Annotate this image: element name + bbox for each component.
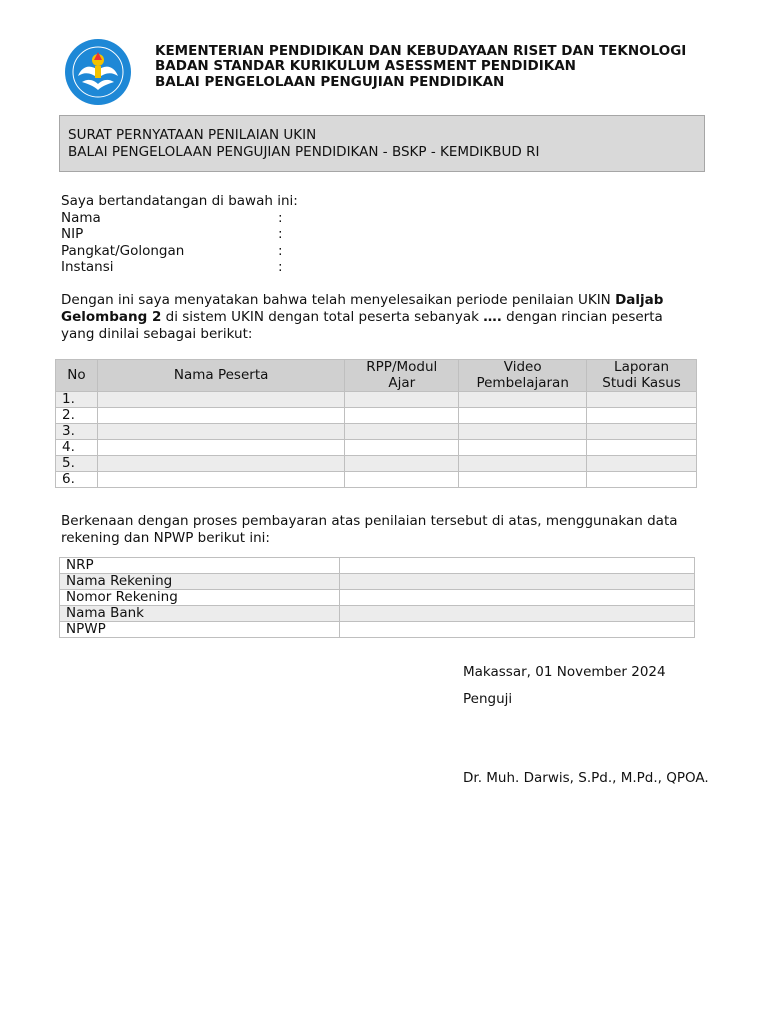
row-number: 1. <box>56 392 98 408</box>
cell-nama <box>97 424 344 440</box>
cell-nama <box>97 472 344 488</box>
field-label-pangkat: Pangkat/Golongan <box>61 243 185 259</box>
bank-table <box>59 557 695 638</box>
table-row <box>60 558 695 574</box>
cell-laporan <box>587 456 697 472</box>
col-header-no: No <box>56 360 98 392</box>
signature-role: Penguji <box>463 691 513 707</box>
table-row <box>56 424 697 440</box>
cell-laporan <box>587 472 697 488</box>
bank-label-npwp: NPWP <box>60 622 340 638</box>
table-row <box>56 408 697 424</box>
row-number: 3. <box>56 424 98 440</box>
statement-bold-dots: …. <box>483 309 502 325</box>
row-number: 6. <box>56 472 98 488</box>
bank-value-nomor-rekening <box>340 590 695 606</box>
col-header-rpp-line2: Ajar <box>388 374 416 391</box>
cell-video <box>459 440 587 456</box>
cell-rpp <box>345 472 459 488</box>
table-row <box>56 472 697 488</box>
col-header-rpp-line1: RPP/Modul <box>366 359 438 375</box>
col-header-video <box>459 360 587 392</box>
field-colon-nama: : <box>278 210 283 226</box>
table-row <box>56 392 697 408</box>
cell-video <box>459 408 587 424</box>
peserta-table <box>55 359 697 488</box>
cell-rpp <box>345 456 459 472</box>
cell-laporan <box>587 408 697 424</box>
table-row <box>60 606 695 622</box>
signature-place-date: Makassar, 01 November 2024 <box>463 664 666 680</box>
table-row <box>56 456 697 472</box>
payment-line-1: Berkenaan dengan proses pembayaran atas penilaian tersebut di atas, menggunakan data <box>61 513 678 529</box>
row-number: 5. <box>56 456 98 472</box>
bank-label-nama-bank: Nama Bank <box>60 606 340 622</box>
intro-text: Saya bertandatangan di bawah ini: <box>61 193 298 209</box>
cell-laporan <box>587 392 697 408</box>
cell-video <box>459 456 587 472</box>
row-number: 2. <box>56 408 98 424</box>
field-colon-instansi: : <box>278 259 283 275</box>
field-label-nip: NIP <box>61 226 84 242</box>
col-header-rpp <box>345 360 459 392</box>
statement-line-1 <box>61 292 663 309</box>
signature-name: Dr. Muh. Darwis, S.Pd., M.Pd., QPOA. <box>463 770 709 786</box>
col-header-laporan-line1: Laporan <box>614 359 670 375</box>
header-ministry: KEMENTERIAN PENDIDIKAN DAN KEBUDAYAAN RISET DAN TEKNOLOGI <box>155 43 687 59</box>
bank-value-nrp <box>340 558 695 574</box>
bank-label-nama-rekening: Nama Rekening <box>60 574 340 590</box>
cell-video <box>459 424 587 440</box>
statement-text-3: dengan rincian peserta <box>501 309 663 325</box>
statement-bold-daljab: Daljab <box>615 292 664 308</box>
payment-line-2: rekening dan NPWP berikut ini: <box>61 530 270 546</box>
field-label-instansi: Instansi <box>61 259 114 275</box>
col-header-laporan-line2: Studi Kasus <box>602 374 681 391</box>
cell-nama <box>97 408 344 424</box>
cell-nama <box>97 440 344 456</box>
field-label-nama: Nama <box>61 210 101 226</box>
bank-label-nrp: NRP <box>60 558 340 574</box>
row-number: 4. <box>56 440 98 456</box>
cell-nama <box>97 392 344 408</box>
title-box <box>59 115 705 172</box>
bank-value-nama-bank <box>340 606 695 622</box>
table-row <box>60 590 695 606</box>
header-agency: BADAN STANDAR KURIKULUM ASESSMENT PENDIDIKAN <box>155 58 576 74</box>
col-header-laporan <box>587 360 697 392</box>
table-row <box>56 440 697 456</box>
field-colon-pangkat: : <box>278 243 283 259</box>
col-header-nama-peserta: Nama Peserta <box>97 360 344 392</box>
statement-text-2: di sistem UKIN dengan total peserta sebanyak <box>161 309 484 325</box>
statement-bold-gelombang: Gelombang 2 <box>61 309 162 325</box>
col-header-video-line1: Video <box>503 359 542 375</box>
col-header-video-line2: Pembelajaran <box>476 374 569 391</box>
cell-video <box>459 392 587 408</box>
cell-rpp <box>345 440 459 456</box>
cell-rpp <box>345 408 459 424</box>
field-colon-nip: : <box>278 226 283 242</box>
statement-line-2 <box>61 309 663 326</box>
cell-laporan <box>587 424 697 440</box>
statement-text-1: Dengan ini saya menyatakan bahwa telah menyelesaikan periode penilaian UKIN <box>61 292 616 308</box>
cell-rpp <box>345 424 459 440</box>
peserta-table-header <box>56 360 697 392</box>
table-row <box>60 622 695 638</box>
cell-nama <box>97 456 344 472</box>
cell-video <box>459 472 587 488</box>
bank-value-npwp <box>340 622 695 638</box>
header-office: BALAI PENGELOLAAN PENGUJIAN PENDIDIKAN <box>155 74 505 90</box>
cell-rpp <box>345 392 459 408</box>
cell-laporan <box>587 440 697 456</box>
table-row <box>60 574 695 590</box>
bank-label-nomor-rekening: Nomor Rekening <box>60 590 340 606</box>
tut-wuri-handayani-logo <box>64 38 132 106</box>
title-line-2: BALAI PENGELOLAAN PENGUJIAN PENDIDIKAN - BSKP - KEMDIKBUD RI <box>68 144 540 160</box>
bank-value-nama-rekening <box>340 574 695 590</box>
title-line-1: SURAT PERNYATAAN PENILAIAN UKIN <box>68 127 317 143</box>
statement-line-3: yang dinilai sebagai berikut: <box>61 326 253 342</box>
